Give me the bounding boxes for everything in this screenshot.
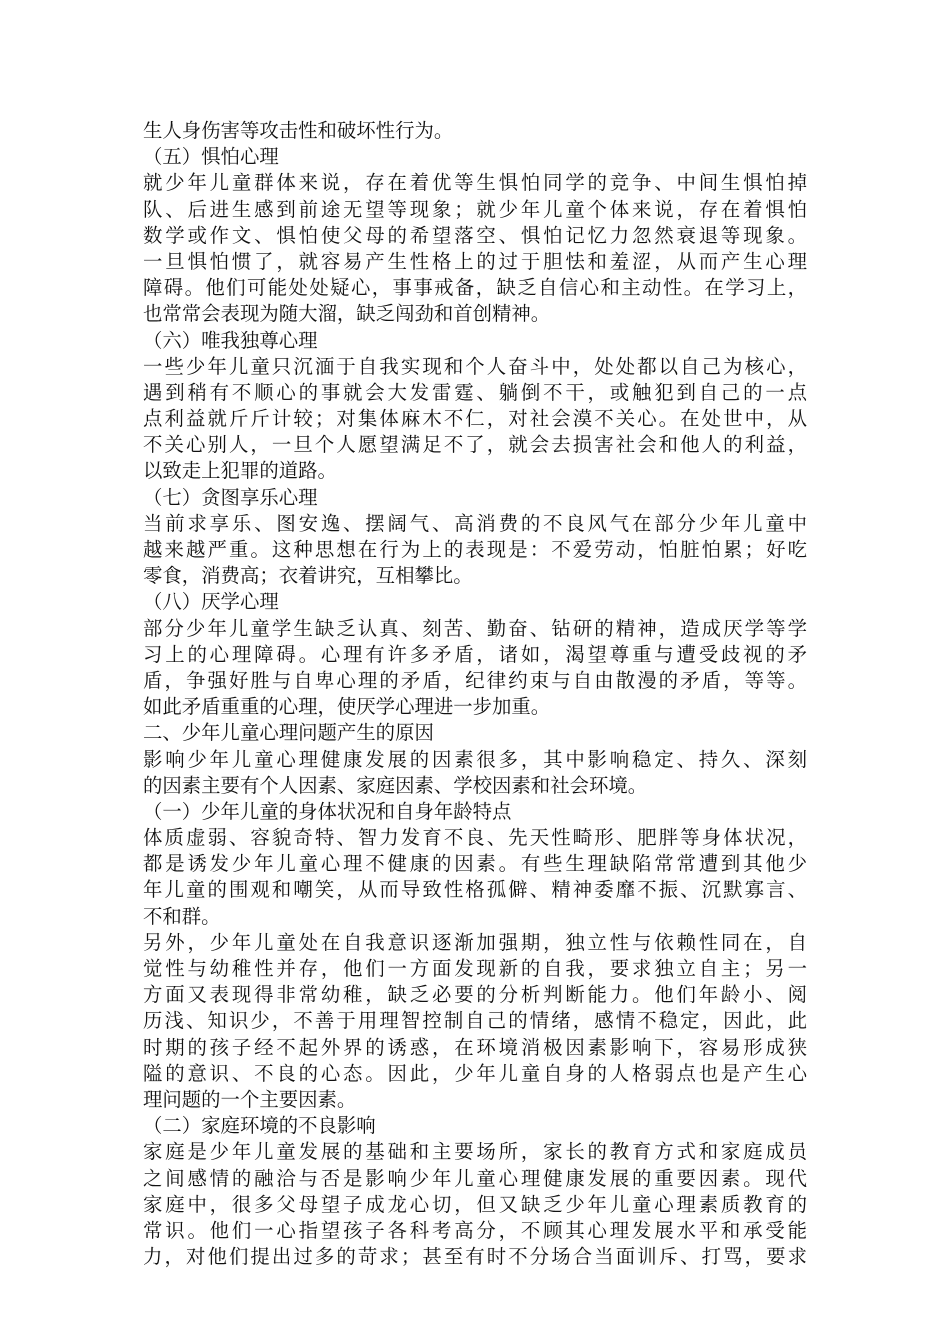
text-line: 不关心别人，一旦个人愿望满足不了，就会去损害社会和他人的利益，	[143, 433, 807, 457]
text-line: 家庭是少年儿童发展的基础和主要场所，家长的教育方式和家庭成员	[143, 1140, 807, 1164]
text-line: 力，对他们提出过多的苛求；甚至有时不分场合当面训斥、打骂，要求	[143, 1245, 807, 1269]
text-line: 越来越严重。这种思想在行为上的表现是：不爱劳动，怕脏怕累；好吃	[143, 538, 807, 561]
document-page	[143, 118, 807, 1270]
text-line: 盾，争强好胜与自卑心理的矛盾，纪律约束与自由散漫的矛盾，等等。	[143, 668, 807, 692]
text-line: 零食，消费高；衣着讲究，互相攀比。	[143, 564, 473, 588]
section-heading: （六）唯我独尊心理	[143, 328, 318, 352]
section-heading: （五）惧怕心理	[143, 145, 279, 169]
text-line: 生人身伤害等攻击性和破坏性行为。	[143, 119, 454, 142]
text-line: 以致走上犯罪的道路。	[143, 459, 337, 483]
section-heading: （八）厌学心理	[143, 590, 279, 614]
text-line: 队、后进生感到前途无望等现象；就少年儿童个体来说，存在着惧怕	[143, 197, 807, 221]
text-line: 家庭中，很多父母望子成龙心切，但又缺乏少年儿童心理素质教育的	[143, 1192, 807, 1216]
text-line: 方面又表现得非常幼稚，缺乏必要的分析判断能力。他们年龄小、阅	[143, 983, 807, 1007]
text-line: 点利益就斤斤计较；对集体麻木不仁，对社会漠不关心。在处世中，从	[143, 407, 807, 431]
section-heading: （一）少年儿童的身体状况和自身年龄特点	[143, 799, 512, 823]
text-line: 就少年儿童群体来说，存在着优等生惧怕同学的竞争、中间生惧怕掉	[143, 171, 807, 195]
text-line: 影响少年儿童心理健康发展的因素很多，其中影响稳定、持久、深刻	[143, 747, 807, 771]
text-line: 当前求享乐、图安逸、摆阔气、高消费的不良风气在部分少年儿童中	[143, 511, 807, 535]
text-line: 不和群。	[143, 904, 221, 928]
text-line: 的因素主要有个人因素、家庭因素、学校因素和社会环境。	[143, 773, 648, 797]
text-line: 数学或作文、惧怕使父母的希望落空、惧怕记忆力忽然衰退等现象。	[143, 223, 807, 247]
section-heading: （七）贪图享乐心理	[143, 485, 318, 509]
text-line: 理问题的一个主要因素。	[143, 1087, 357, 1111]
text-line: 年儿童的围观和嘲笑，从而导致性格孤僻、精神委靡不振、沉默寡言、	[143, 878, 807, 902]
text-line: 常识。他们一心指望孩子各科考高分，不顾其心理发展水平和承受能	[143, 1218, 807, 1242]
section-heading: 二、少年儿童心理问题产生的原因	[143, 721, 434, 745]
section-heading: （二）家庭环境的不良影响	[143, 1114, 376, 1138]
text-line: 历浅、知识少，不善于用理智控制自己的情绪，感情不稳定，因此，此	[143, 1009, 807, 1033]
text-line: 一旦惧怕惯了，就容易产生性格上的过于胆怯和羞涩，从而产生心理	[143, 249, 807, 273]
text-line: 习上的心理障碍。心理有许多矛盾，诸如，渴望尊重与遭受歧视的矛	[143, 642, 807, 666]
text-line: 时期的孩子经不起外界的诱惑，在环境消极因素影响下，容易形成狭	[143, 1035, 807, 1059]
text-line: 隘的意识、不良的心态。因此，少年儿童自身的人格弱点也是产生心	[143, 1061, 807, 1085]
text-line: 遇到稍有不顺心的事就会大发雷霆、躺倒不干，或触犯到自己的一点	[143, 380, 807, 404]
text-line: 之间感情的融洽与否是影响少年儿童心理健康发展的重要因素。现代	[143, 1166, 807, 1190]
text-line: 部分少年儿童学生缺乏认真、刻苦、勤奋、钻研的精神，造成厌学等学	[143, 616, 807, 640]
text-line: 一些少年儿童只沉湎于自我实现和个人奋斗中，处处都以自己为核心，	[143, 354, 807, 378]
text-line: 体质虚弱、容貌奇特、智力发育不良、先天性畸形、肥胖等身体状况，	[143, 826, 807, 850]
text-line: 另外，少年儿童处在自我意识逐渐加强期，独立性与依赖性同在，自	[143, 930, 807, 954]
text-line: 都是诱发少年儿童心理不健康的因素。有些生理缺陷常常遭到其他少	[143, 852, 807, 876]
text-line: 也常常会表现为随大溜，缺乏闯劲和首创精神。	[143, 302, 551, 326]
text-line: 障碍。他们可能处处疑心，事事戒备，缺乏自信心和主动性。在学习上，	[143, 276, 807, 300]
text-line: 觉性与幼稚性并存，他们一方面发现新的自我，要求独立自主；另一	[143, 957, 807, 980]
text-line: 如此矛盾重重的心理，使厌学心理进一步加重。	[143, 695, 551, 719]
